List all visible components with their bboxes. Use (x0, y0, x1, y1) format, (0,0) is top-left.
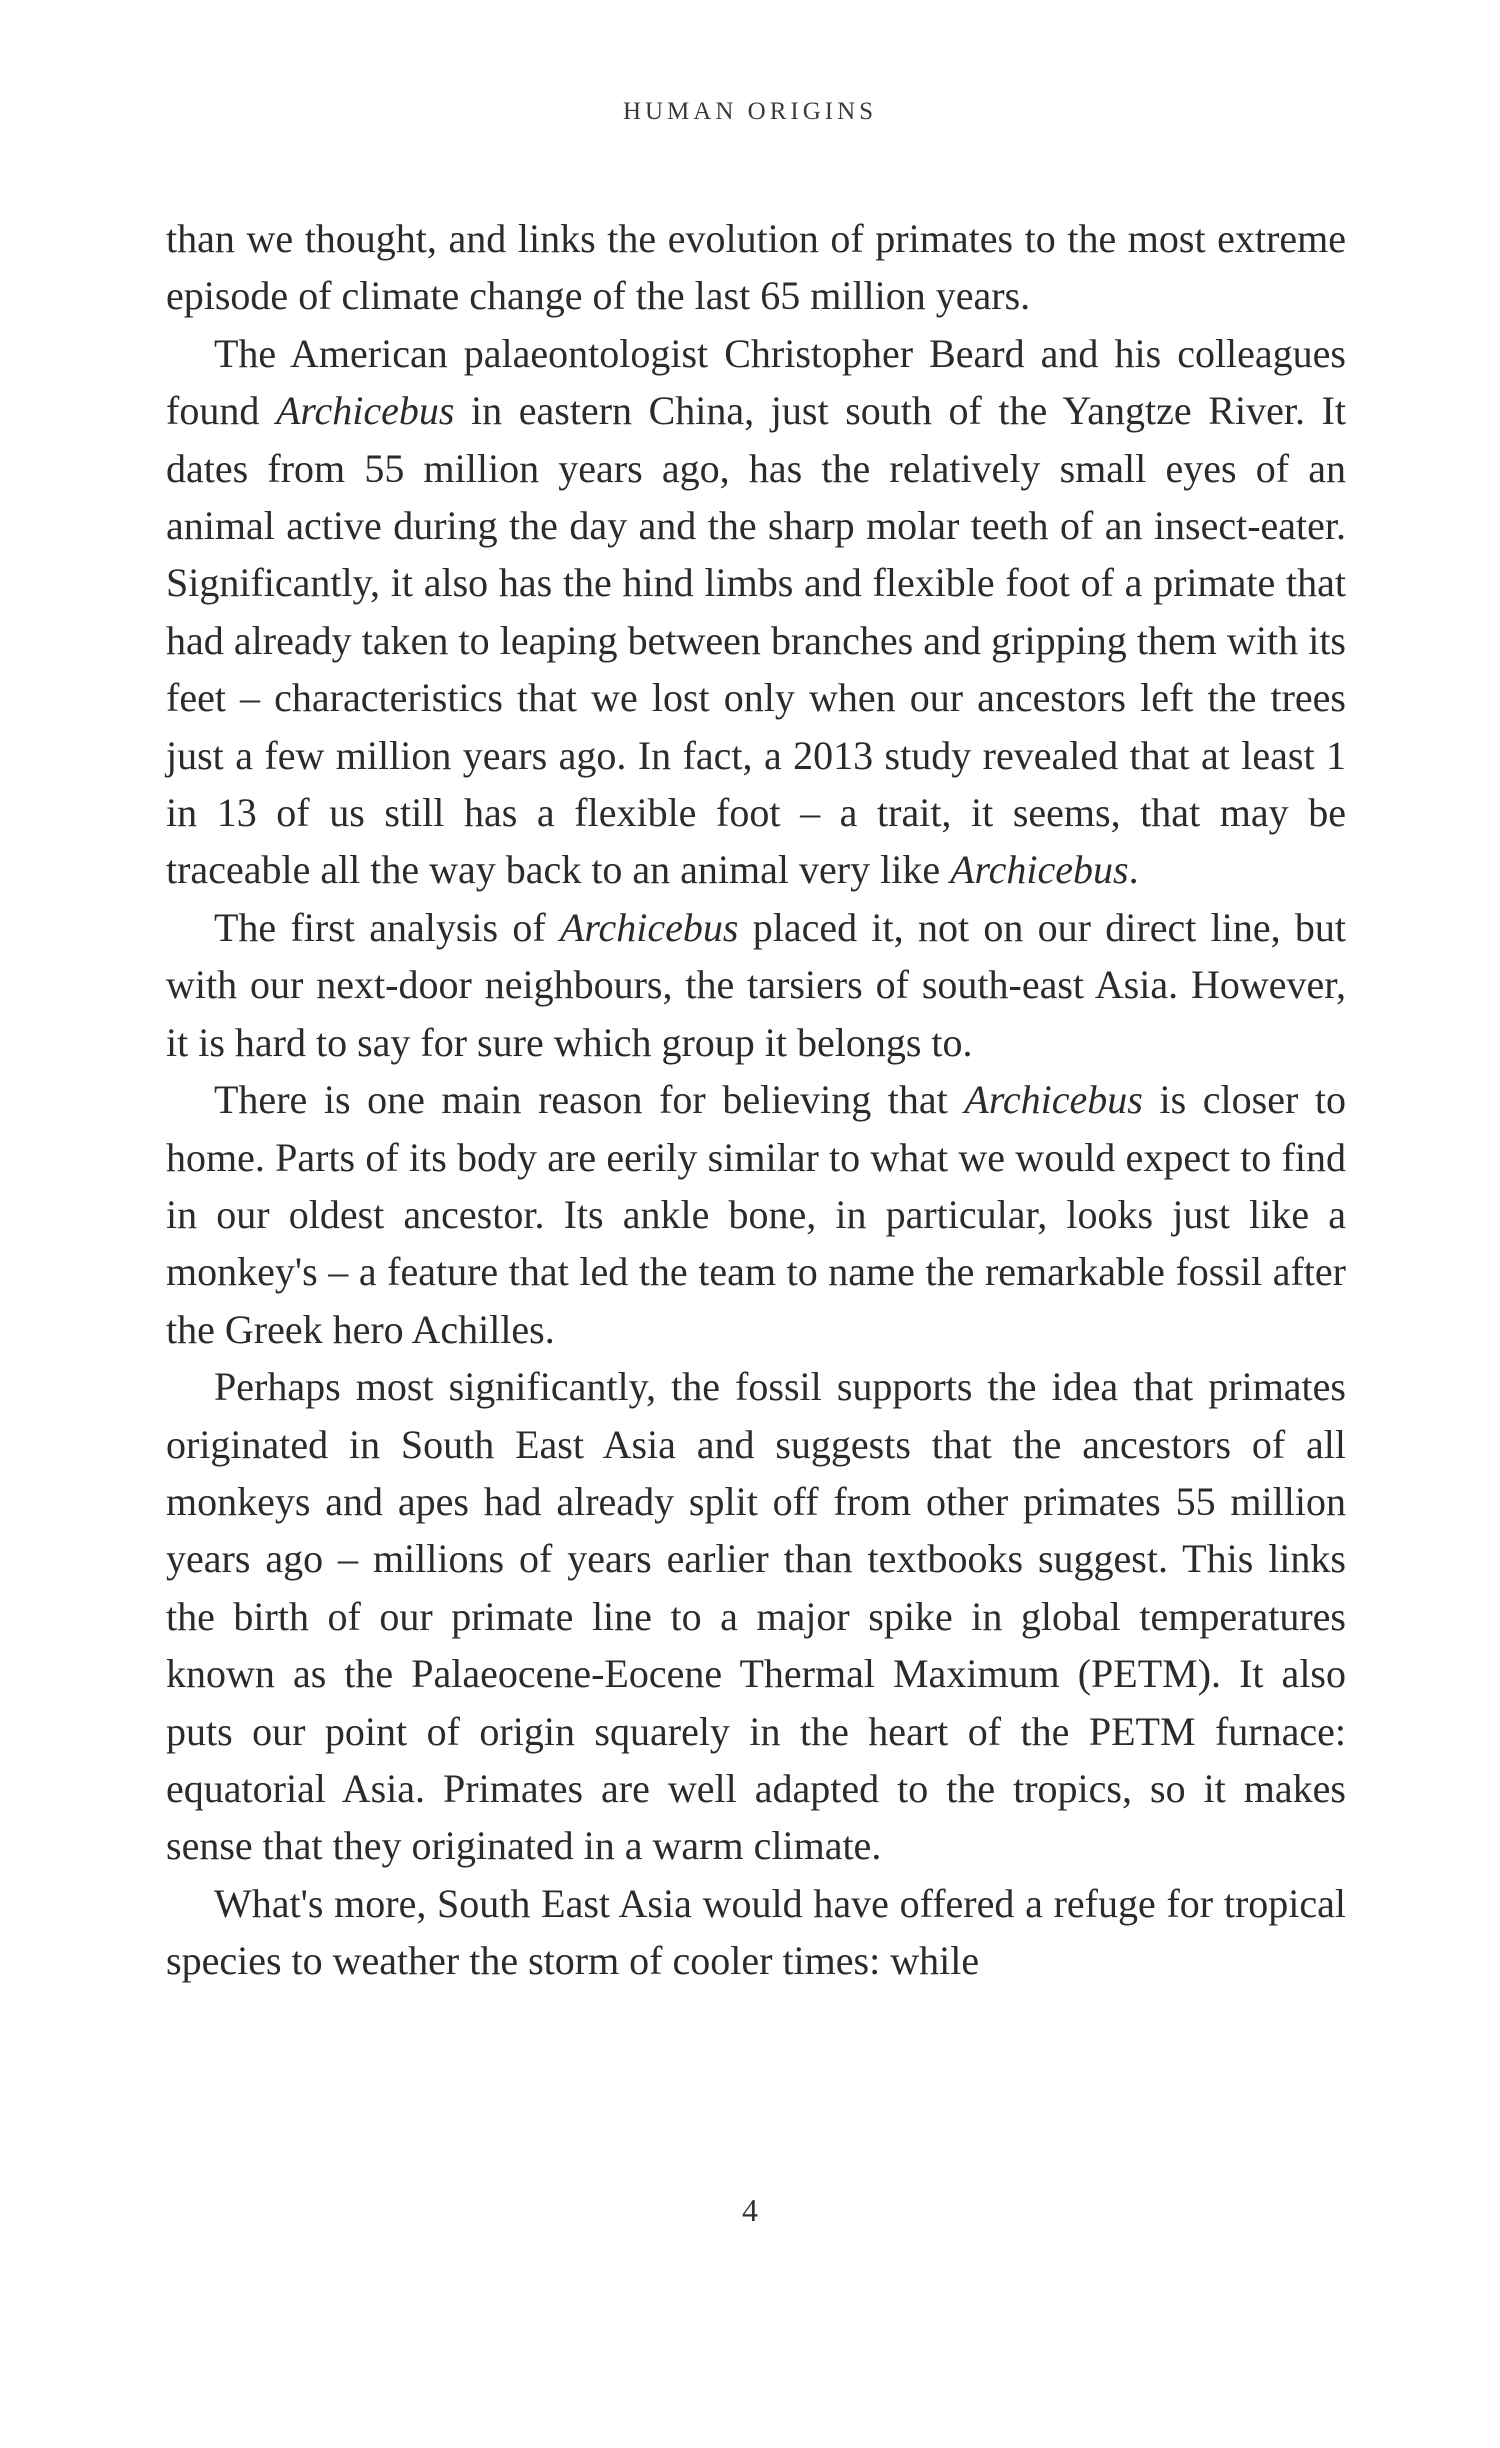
body-text (166, 210, 1346, 1990)
text-segment: Perhaps most significantly, the fossil supports the idea that primates originated in South East Asia and suggests that the ancestors of all monkeys and apes had already split off from other primates 55 million years ago – millions of years earlier than textbooks suggest. This links the birth of our primate line to a major spike in global temperatures known as the Palaeocene-Eocene Thermal Maximum (PETM). It also puts our point of origin squarely in the heart of the PETM furnace: equatorial Asia. Primates are well adapted to the tropics, so it makes sense that they originated in a warm climate. (166, 1364, 1346, 1869)
running-head: HUMAN ORIGINS (622, 98, 878, 125)
text-segment: The American palaeontologist Christopher Beard and his colleagues found (166, 330, 1346, 434)
text-segment: . (1128, 847, 1139, 893)
text-segment: is closer to home. Parts of its body are eerily similar to what we would expect to find in our oldest ancestor. Its ankle bone, in particular, looks just like a monkey's – a feature that led the team to name the remarkable fossil after the Greek hero Achilles. (166, 1077, 1346, 1352)
text-segment: The first analysis of (214, 904, 560, 950)
taxon-name: Archicebus (560, 904, 739, 950)
taxon-name: Archicebus (964, 1077, 1143, 1123)
paragraph-6 (166, 1875, 1346, 1990)
text-segment: in eastern China, just south of the Yangtze River. It dates from 55 million years ago, has the relatively small eyes of an animal active during the day and the sharp molar teeth of an insect-eater. Significantly, it also has the hind limbs and flexible foot of a primate that had already taken to leaping between branches and gripping them with its feet – characteristics that we lost only when our ancestors left the trees just a few million years ago. In fact, a 2013 study revealed that at least 1 in 13 of us still has a flexible foot – a trait, it seems, that may be traceable all the way back to an animal very like (166, 388, 1346, 893)
paragraph-1 (166, 210, 1346, 325)
paragraph-2 (166, 325, 1346, 899)
text-segment: placed it, not on our direct line, but with our next-door neighbours, the tarsiers of south-east Asia. However, it is hard to say for sure which group it belongs to. (166, 904, 1347, 1065)
paragraph-5 (166, 1358, 1346, 1875)
taxon-name: Archicebus (275, 388, 455, 434)
paragraph-3 (166, 899, 1346, 1071)
text-segment: What's more, South East Asia would have offered a refuge for tropical species to weather the storm of cooler times: while (166, 1880, 1346, 1984)
taxon-name: Archicebus (950, 847, 1129, 893)
paragraph-4 (166, 1071, 1346, 1358)
text-segment: There is one main reason for believing that (214, 1077, 965, 1123)
page-number: 4 (742, 2192, 758, 2228)
text-segment: than we thought, and links the evolution of primates to the most extreme episode of climate change of the last 65 million years. (166, 216, 1346, 319)
